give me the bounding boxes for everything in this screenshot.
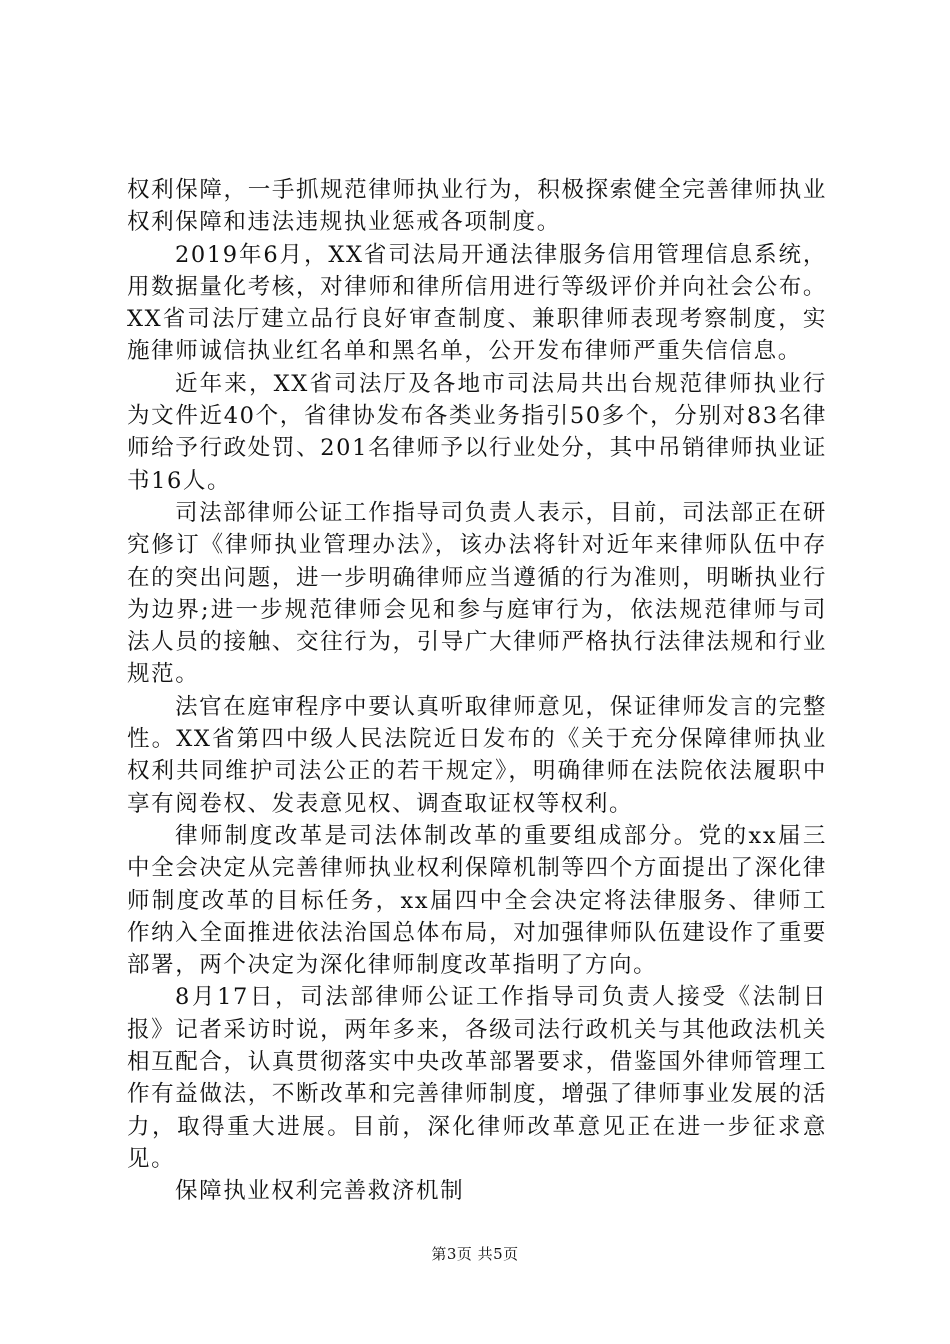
document-body — [127, 174, 827, 1208]
paragraph-interview: 8月17日，司法部律师公证工作指导司负责人接受《法制日报》记者采访时说，两年多来，各级司法行政机关与其他政法机关相互配合，认真贯彻落实中央改革部署要求，借鉴国外律师管理工作有益做法，不断改革和完善律师制度，增强了律师事业发展的活力，取得重大进展。目前，深化律师改革意见正在进一步征求意见。 — [127, 984, 827, 1172]
paragraph-rights-protection: 权利保障，一手抓规范律师执业行为，积极探索健全完善律师执业权利保障和违法违规执业惩戒各项制度。 — [127, 177, 827, 236]
section-heading: 保障执业权利完善救济机制 — [175, 1178, 465, 1205]
paragraph-ministry-revision: 司法部律师公证工作指导司负责人表示，目前，司法部正在研究修订《律师执业管理办法》，该办法将针对近年来律师队伍中存在的突出问题，进一步明确律师应当遵循的行为准则，明晰执业行为边界;进一步规范律师会见和参与庭审行为，依法规范律师与司法人员的接触、交往行为，引导广大律师严格执行法律法规和行业规范。 — [127, 499, 827, 688]
paragraph-system-reform: 律师制度改革是司法体制改革的重要组成部分。党的xx届三中全会决定从完善律师执业权利保障机制等四个方面提出了深化律师制度改革的目标任务，xx届四中全会决定将法律服务、律师工作纳入全面推进依法治国总体布局，对加强律师队伍建设作了重要部署，两个决定为深化律师制度改革指明了方向。 — [127, 822, 827, 979]
paragraph-credit-system: 2019年6月，XX省司法局开通法律服务信用管理信息系统，用数据量化考核，对律师和律所信用进行等级评价并向社会公布。XX省司法厅建立品行良好审查制度、兼职律师表现考察制度，实施律师诚信执业红名单和黑名单，公开发布律师严重失信信息。 — [127, 241, 827, 365]
page-number: 第3页 共5页 — [431, 1245, 519, 1263]
paragraph-recent-years: 近年来，XX省司法厅及各地市司法局共出台规范律师执业行为文件近40个，省律协发布各类业务指引50多个，分别对83名律师给予行政处罚、201名律师予以行业处分，其中吊销律师执业证书16人。 — [127, 370, 827, 494]
paragraph-court-hearing: 法官在庭审程序中要认真听取律师意见，保证律师发言的完整性。XX省第四中级人民法院近日发布的《关于充分保障律师执业权利共同维护司法公正的若干规定》，明确律师在法院依法履职中享有阅卷权、发表意见权、调查取证权等权利。 — [127, 693, 827, 817]
